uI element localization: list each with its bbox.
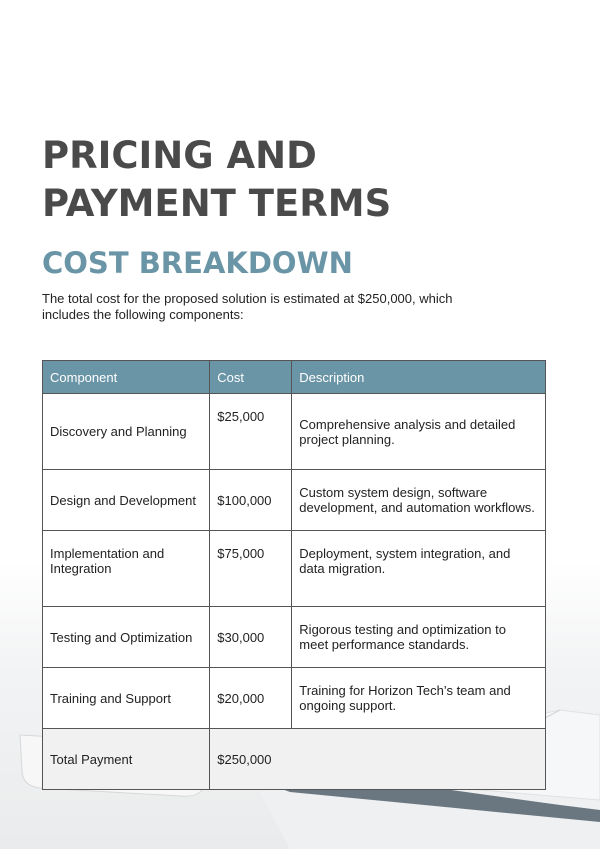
table-row: [43, 531, 546, 607]
table-row: [43, 470, 546, 531]
total-cost-cell: $250,000: [210, 729, 546, 790]
section-heading: COST BREAKDOWN: [42, 246, 353, 280]
description-cell: Rigorous testing and optimization to meet performance standards.: [292, 607, 546, 668]
table-header-row: [43, 361, 546, 394]
component-cell: Discovery and Planning: [43, 394, 210, 470]
description-cell: Custom system design, software development, and automation workflows.: [292, 470, 546, 531]
component-cell: Training and Support: [43, 668, 210, 729]
total-label-cell: Total Payment: [43, 729, 210, 790]
component-cell: Testing and Optimization: [43, 607, 210, 668]
table-row: [43, 668, 546, 729]
component-cell: Design and Development: [43, 470, 210, 531]
header-component: Component: [43, 361, 210, 394]
cost-breakdown-table: [42, 360, 546, 790]
header-cost: Cost: [210, 361, 292, 394]
cost-cell: $75,000: [210, 531, 292, 607]
cost-cell: $30,000: [210, 607, 292, 668]
description-cell: Comprehensive analysis and detailed project planning.: [292, 394, 546, 470]
component-cell: Implementation and Integration: [43, 531, 210, 607]
table-row: [43, 394, 546, 470]
intro-paragraph: The total cost for the proposed solution is estimated at $250,000, which includes the following components:: [42, 291, 453, 322]
page-title: PRICING AND PAYMENT TERMS: [42, 134, 392, 225]
cost-cell: $20,000: [210, 668, 292, 729]
description-cell: Training for Horizon Tech’s team and ongoing support.: [292, 668, 546, 729]
total-row: [43, 729, 546, 790]
header-description: Description: [292, 361, 546, 394]
cost-cell: $100,000: [210, 470, 292, 531]
table-row: [43, 607, 546, 668]
description-cell: Deployment, system integration, and data migration.: [292, 531, 546, 607]
cost-cell: $25,000: [210, 394, 292, 470]
